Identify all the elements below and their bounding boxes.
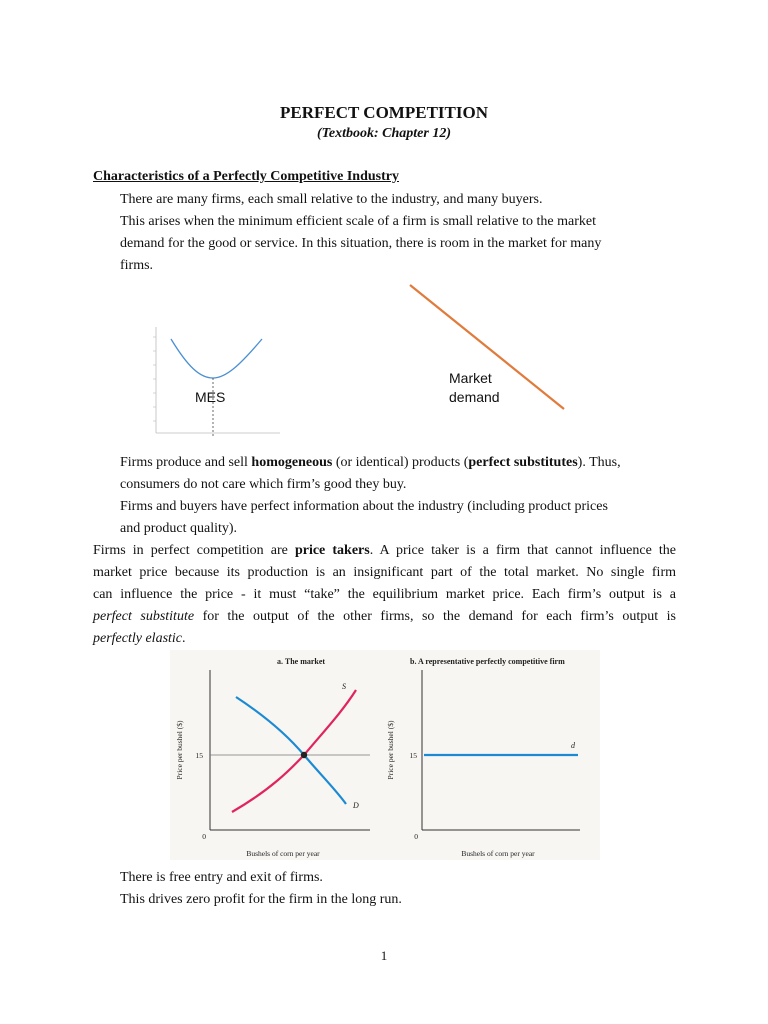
para5-line1: There is free entry and exit of firms. [120,870,323,885]
panel-b-tick-15: 15 [409,751,417,760]
panel-b-origin: 0 [414,832,418,841]
para4-line5 [93,628,676,650]
page-number: 1 [380,948,388,963]
para4-line3: can influence the price - it must “take” the equilibrium market price. Each firm’s output is a [93,587,676,602]
demand-curve-label: D [353,801,359,810]
para4-text-1: Firms in perfect competition are [93,543,295,558]
panel-a-title: a. The market [277,657,326,666]
para4-line4 [93,606,676,628]
panel-a-ylabel: Price per bushel ($) [175,720,184,780]
page-subtitle: (Textbook: Chapter 12) [316,126,452,141]
figure-market-and-firm [170,650,600,860]
average-cost-curve [171,339,262,378]
panel-a-origin: 0 [202,832,206,841]
panel-b-ylabel: Price per bushel ($) [386,720,395,780]
para4-text-5: . [182,631,186,646]
demand-label: demand [449,389,500,405]
section-heading: Characteristics of a Perfectly Competitive Industry [93,169,399,184]
para3-line1: Firms and buyers have perfect information about the industry (including product prices [120,499,608,514]
market-demand-chart [410,285,564,409]
para4-text-4: for the output of the other firms, so the demand for each firm’s output is [194,609,676,624]
para2-line1 [120,452,621,474]
para1-line2: This arises when the minimum efficient scale of a firm is small relative to the market [120,214,596,229]
para2-text-2: (or identical) products ( [332,455,469,470]
panel-a-tick-15: 15 [195,751,203,760]
term-perfectly-elastic: perfectly elastic [93,631,183,646]
panel-a-xlabel: Bushels of corn per year [246,849,320,858]
term-perfect-substitutes: perfect substitutes [468,455,578,470]
para1-line4: firms. [120,258,154,273]
mes-cost-chart [153,327,280,437]
firm-demand-label: d [571,741,575,750]
para2-text-3: ). Thus, [577,455,621,470]
para1-line1: There are many firms, each small relative to the industry, and many buyers. [120,192,543,207]
para5-line2: This drives zero profit for the firm in the long run. [120,892,402,907]
figure-mes-market-demand [140,275,580,445]
para4-line1 [93,540,676,562]
term-price-takers: price takers [294,543,370,558]
equilibrium-point [301,752,307,758]
para1-line3: demand for the good or service. In this situation, there is room in the market for many [120,236,602,251]
term-perfect-substitute: perfect substitute [93,609,195,624]
para4-text-2: . A price taker is a firm that cannot influence the [369,543,676,558]
para2-text-1: Firms produce and sell [120,455,252,470]
panel-b-title: b. A representative perfectly competitive firm [410,657,565,666]
term-homogeneous: homogeneous [251,455,333,470]
para4-line2: market price because its production is an insignificant part of the total market. No single firm [93,565,676,580]
para3-line2: and product quality). [120,521,238,536]
market-label: Market [449,370,492,386]
para2-line2: consumers do not care which firm’s good they buy. [120,477,407,492]
page-title: PERFECT COMPETITION [280,103,488,122]
mes-label: MES [195,389,226,405]
panel-b-xlabel: Bushels of corn per year [461,849,535,858]
supply-label: S [342,682,346,691]
